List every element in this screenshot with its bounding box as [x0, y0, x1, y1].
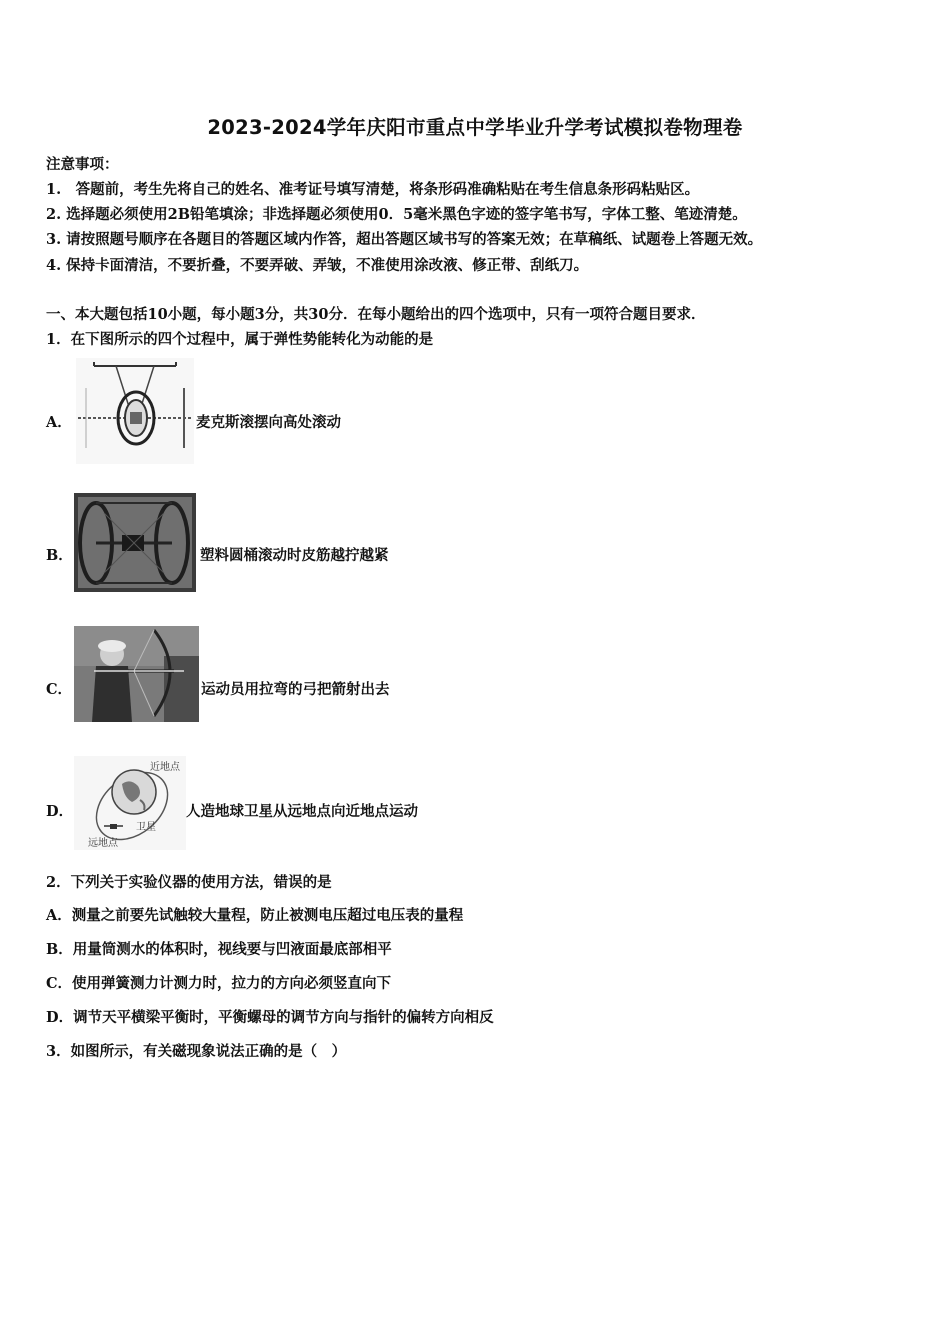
q1-option-d-letter: D． — [46, 803, 74, 820]
question-1-stem: 1．在下图所示的四个过程中，属于弹性势能转化为动能的是 — [46, 331, 434, 348]
q2-option-b: B．用量筒测水的体积时，视线要与凹液面最底部相平 — [46, 941, 392, 958]
satellite-label: 卫星 — [136, 822, 156, 833]
q1-option-c-text: 运动员用拉弯的弓把箭射出去 — [201, 681, 390, 698]
section-heading: 一、本大题包括10小题，每小题3分，共30分．在每小题给出的四个选项中，只有一项符合题目要求． — [46, 306, 706, 323]
notice-heading: 注意事项： — [46, 156, 119, 173]
notice-item-4: 4. 保持卡面清洁，不要折叠，不要弄破、弄皱，不准使用涂改液、修正带、刮纸刀。 — [46, 257, 589, 274]
q2-option-d: D．调节天平横梁平衡时，平衡螺母的调节方向与指针的偏转方向相反 — [46, 1009, 494, 1026]
apogee-label: 远地点 — [88, 838, 118, 849]
q1-option-d-text: 人造地球卫星从远地点向近地点运动 — [186, 803, 418, 820]
q2-option-a: A．测量之前要先试触较大量程，防止被测电压超过电压表的量程 — [46, 907, 464, 924]
q1-option-b-text: 塑料圆桶滚动时皮筋越拧越紧 — [200, 547, 389, 564]
q1-option-b-letter: B． — [46, 547, 73, 564]
notice-item-3: 3. 请按照题号顺序在各题目的答题区域内作答，超出答题区域书写的答案无效；在草稿纸、试题卷上答题无效。 — [46, 231, 763, 248]
q2-option-c: C．使用弹簧测力计测力时，拉力的方向必须竖直向下 — [46, 975, 392, 992]
page-title: 2023-2024学年庆阳市重点中学毕业升学考试模拟卷物理卷 — [207, 116, 743, 139]
q1-option-a-letter: A． — [46, 414, 72, 431]
question-3-stem: 3．如图所示，有关磁现象说法正确的是（ ） — [46, 1043, 347, 1060]
notice-item-2: 2. 选择题必须使用2B铅笔填涂；非选择题必须使用0．5毫米黑色字迹的签字笔书写，字体工整、笔迹清楚。 — [46, 206, 747, 223]
archer-figure — [74, 626, 199, 722]
question-2-stem: 2．下列关于实验仪器的使用方法，错误的是 — [46, 874, 332, 891]
plastic-barrel-figure — [74, 493, 196, 592]
satellite-orbit-figure — [74, 756, 186, 850]
q1-option-c-letter: C． — [46, 681, 73, 698]
maxwell-wheel-figure — [76, 358, 194, 464]
perigee-label: 近地点 — [150, 762, 180, 773]
notice-item-1: 1. 答题前，考生先将自己的姓名、准考证号填写清楚，将条形码准确粘贴在考生信息条形码粘贴区。 — [46, 181, 700, 198]
q1-option-a-text: 麦克斯滚摆向高处滚动 — [196, 414, 341, 431]
